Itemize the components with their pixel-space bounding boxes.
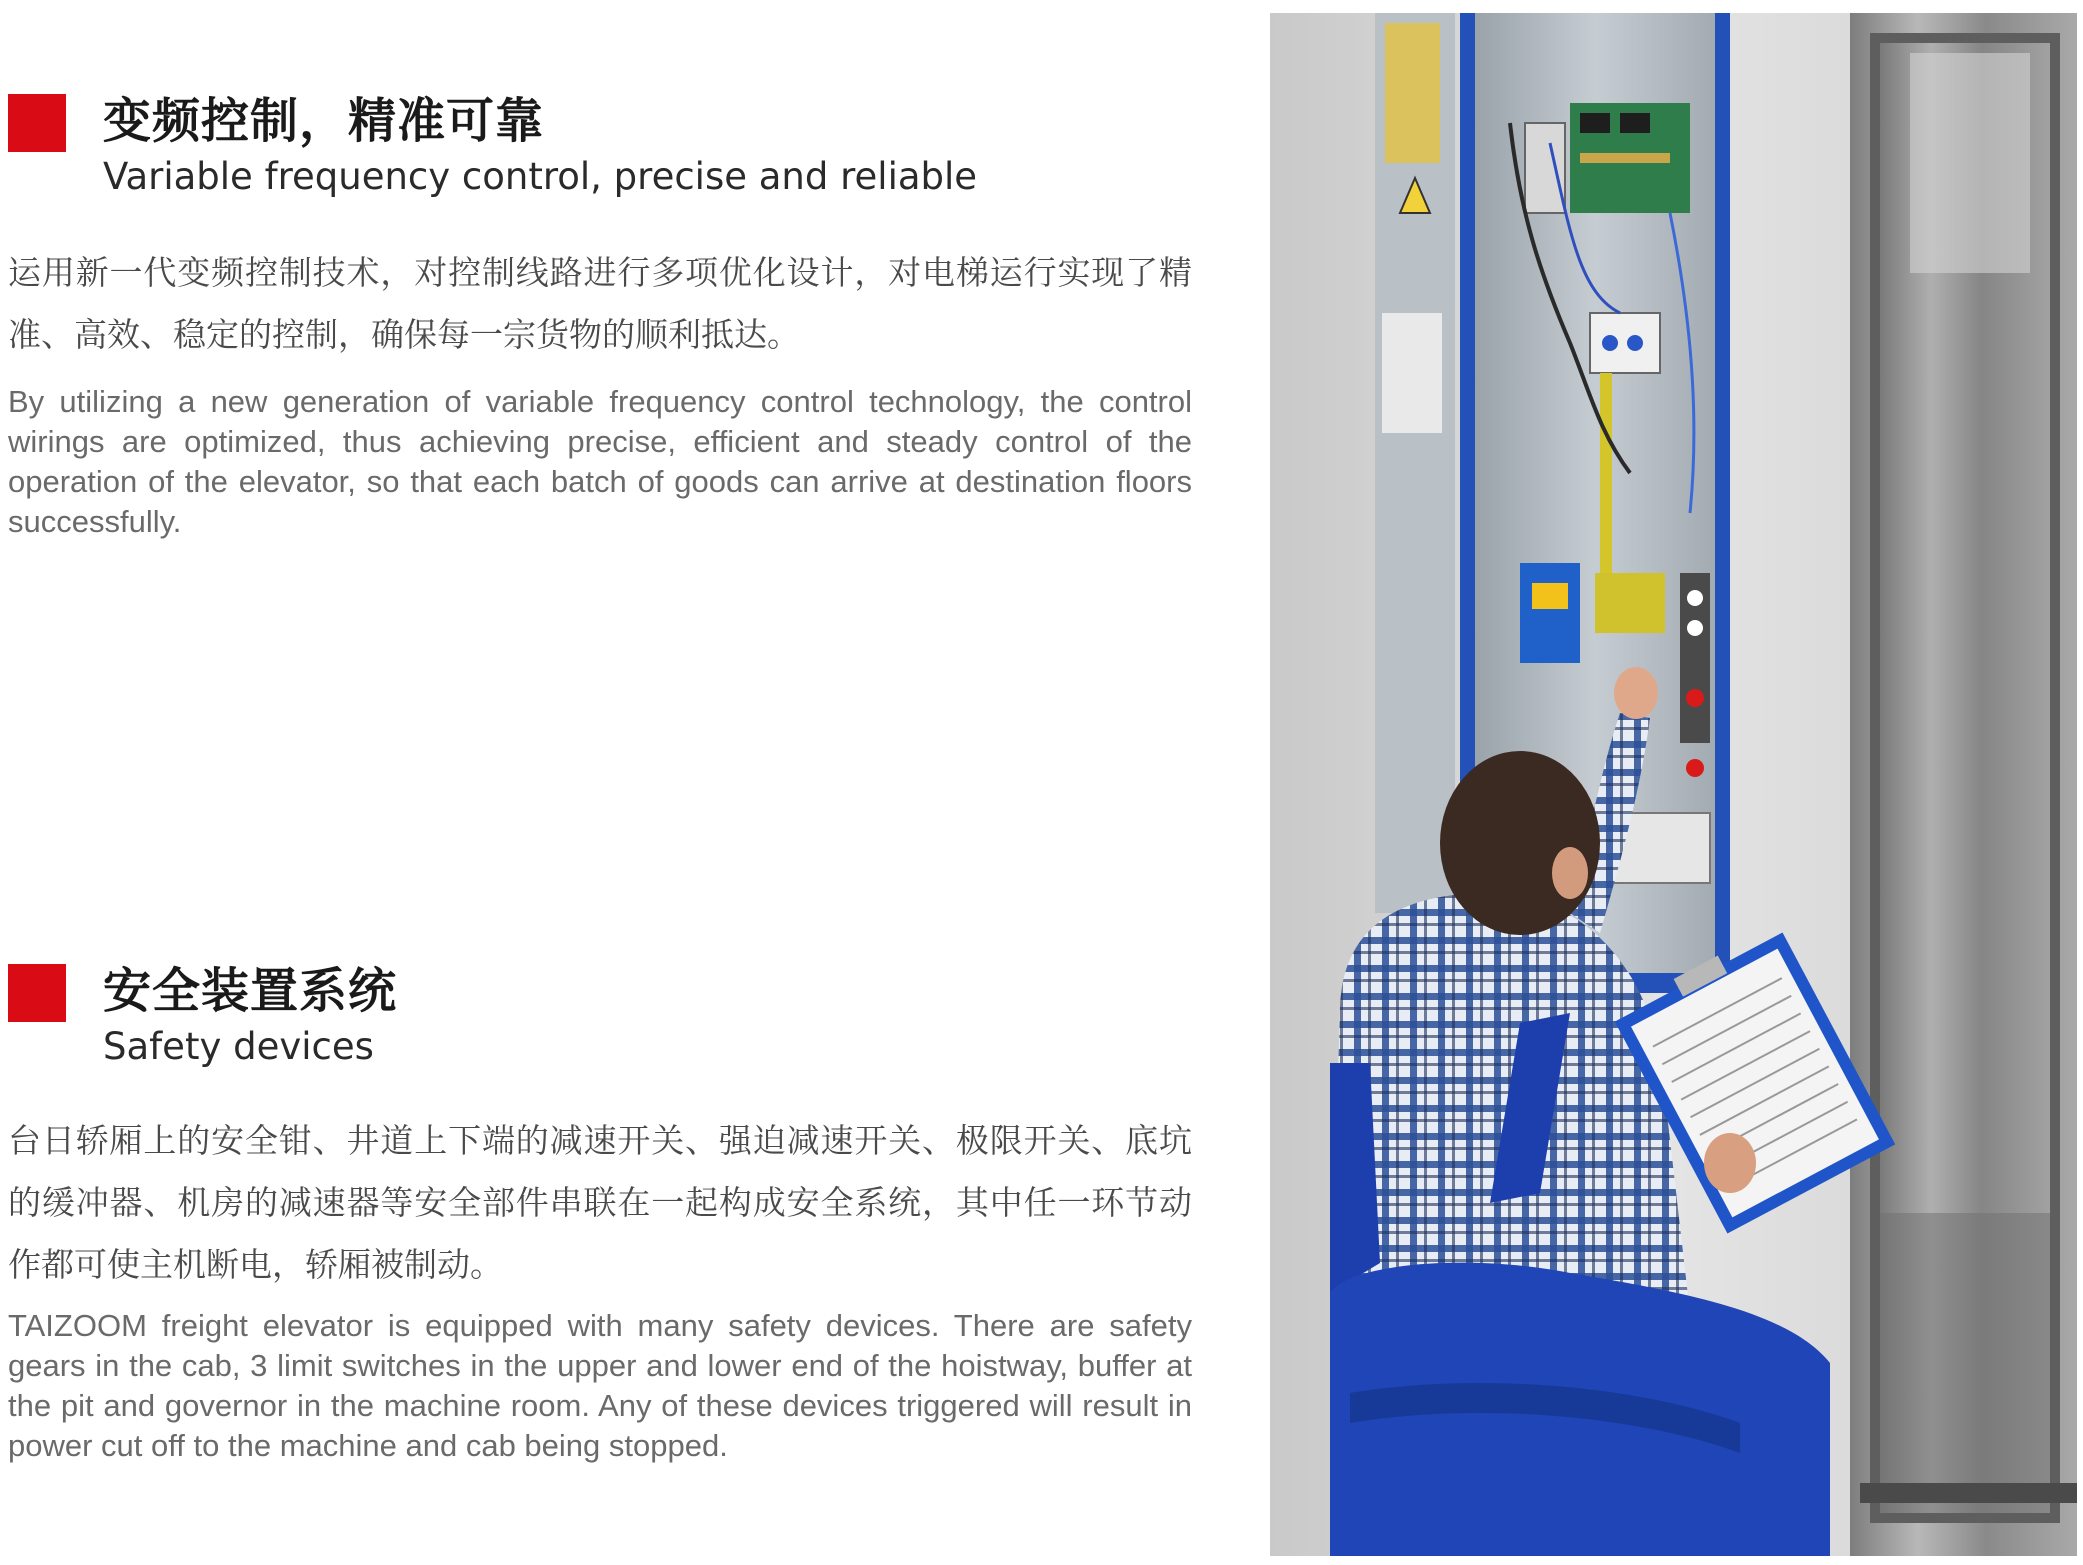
section-title-en: Safety devices — [103, 1025, 374, 1068]
section-title-cn: 安全装置系统 — [103, 963, 398, 1019]
section-title-cn: 变频控制，精准可靠 — [103, 93, 545, 149]
section-body-en: By utilizing a new generation of variable frequency control technology, the control wirings are optimized, thus achieving precise, efficient and steady control of the operation of the elevator, so that each batch of goods can arrive at destination floors successfully. — [8, 384, 1192, 539]
technician-photo — [1270, 13, 2077, 1556]
red-square-marker-icon — [8, 94, 66, 152]
section-title-en: Variable frequency control, precise and reliable — [103, 155, 978, 198]
section-body-cn: 台日轿厢上的安全钳、井道上下端的减速开关、强迫减速开关、极限开关、底坑的缓冲器、机房的减速器等安全部件串联在一起构成安全系统，其中任一环节动作都可使主机断电，轿厢被制动。 — [8, 1121, 1192, 1284]
red-square-marker-icon — [8, 964, 66, 1022]
section-body-cn: 运用新一代变频控制技术，对控制线路进行多项优化设计，对电梯运行实现了精准、高效、稳定的控制，确保每一宗货物的顺利抵达。 — [8, 253, 1192, 354]
section-body-en: TAIZOOM freight elevator is equipped with many safety devices. There are safety gears in the cab, 3 limit switches in the upper and lower end of the hoistway, buffer at the pit and governor in the machine room. Any of these devices triggered will result in power cut off to the machine and cab being stopped. — [8, 1308, 1192, 1463]
